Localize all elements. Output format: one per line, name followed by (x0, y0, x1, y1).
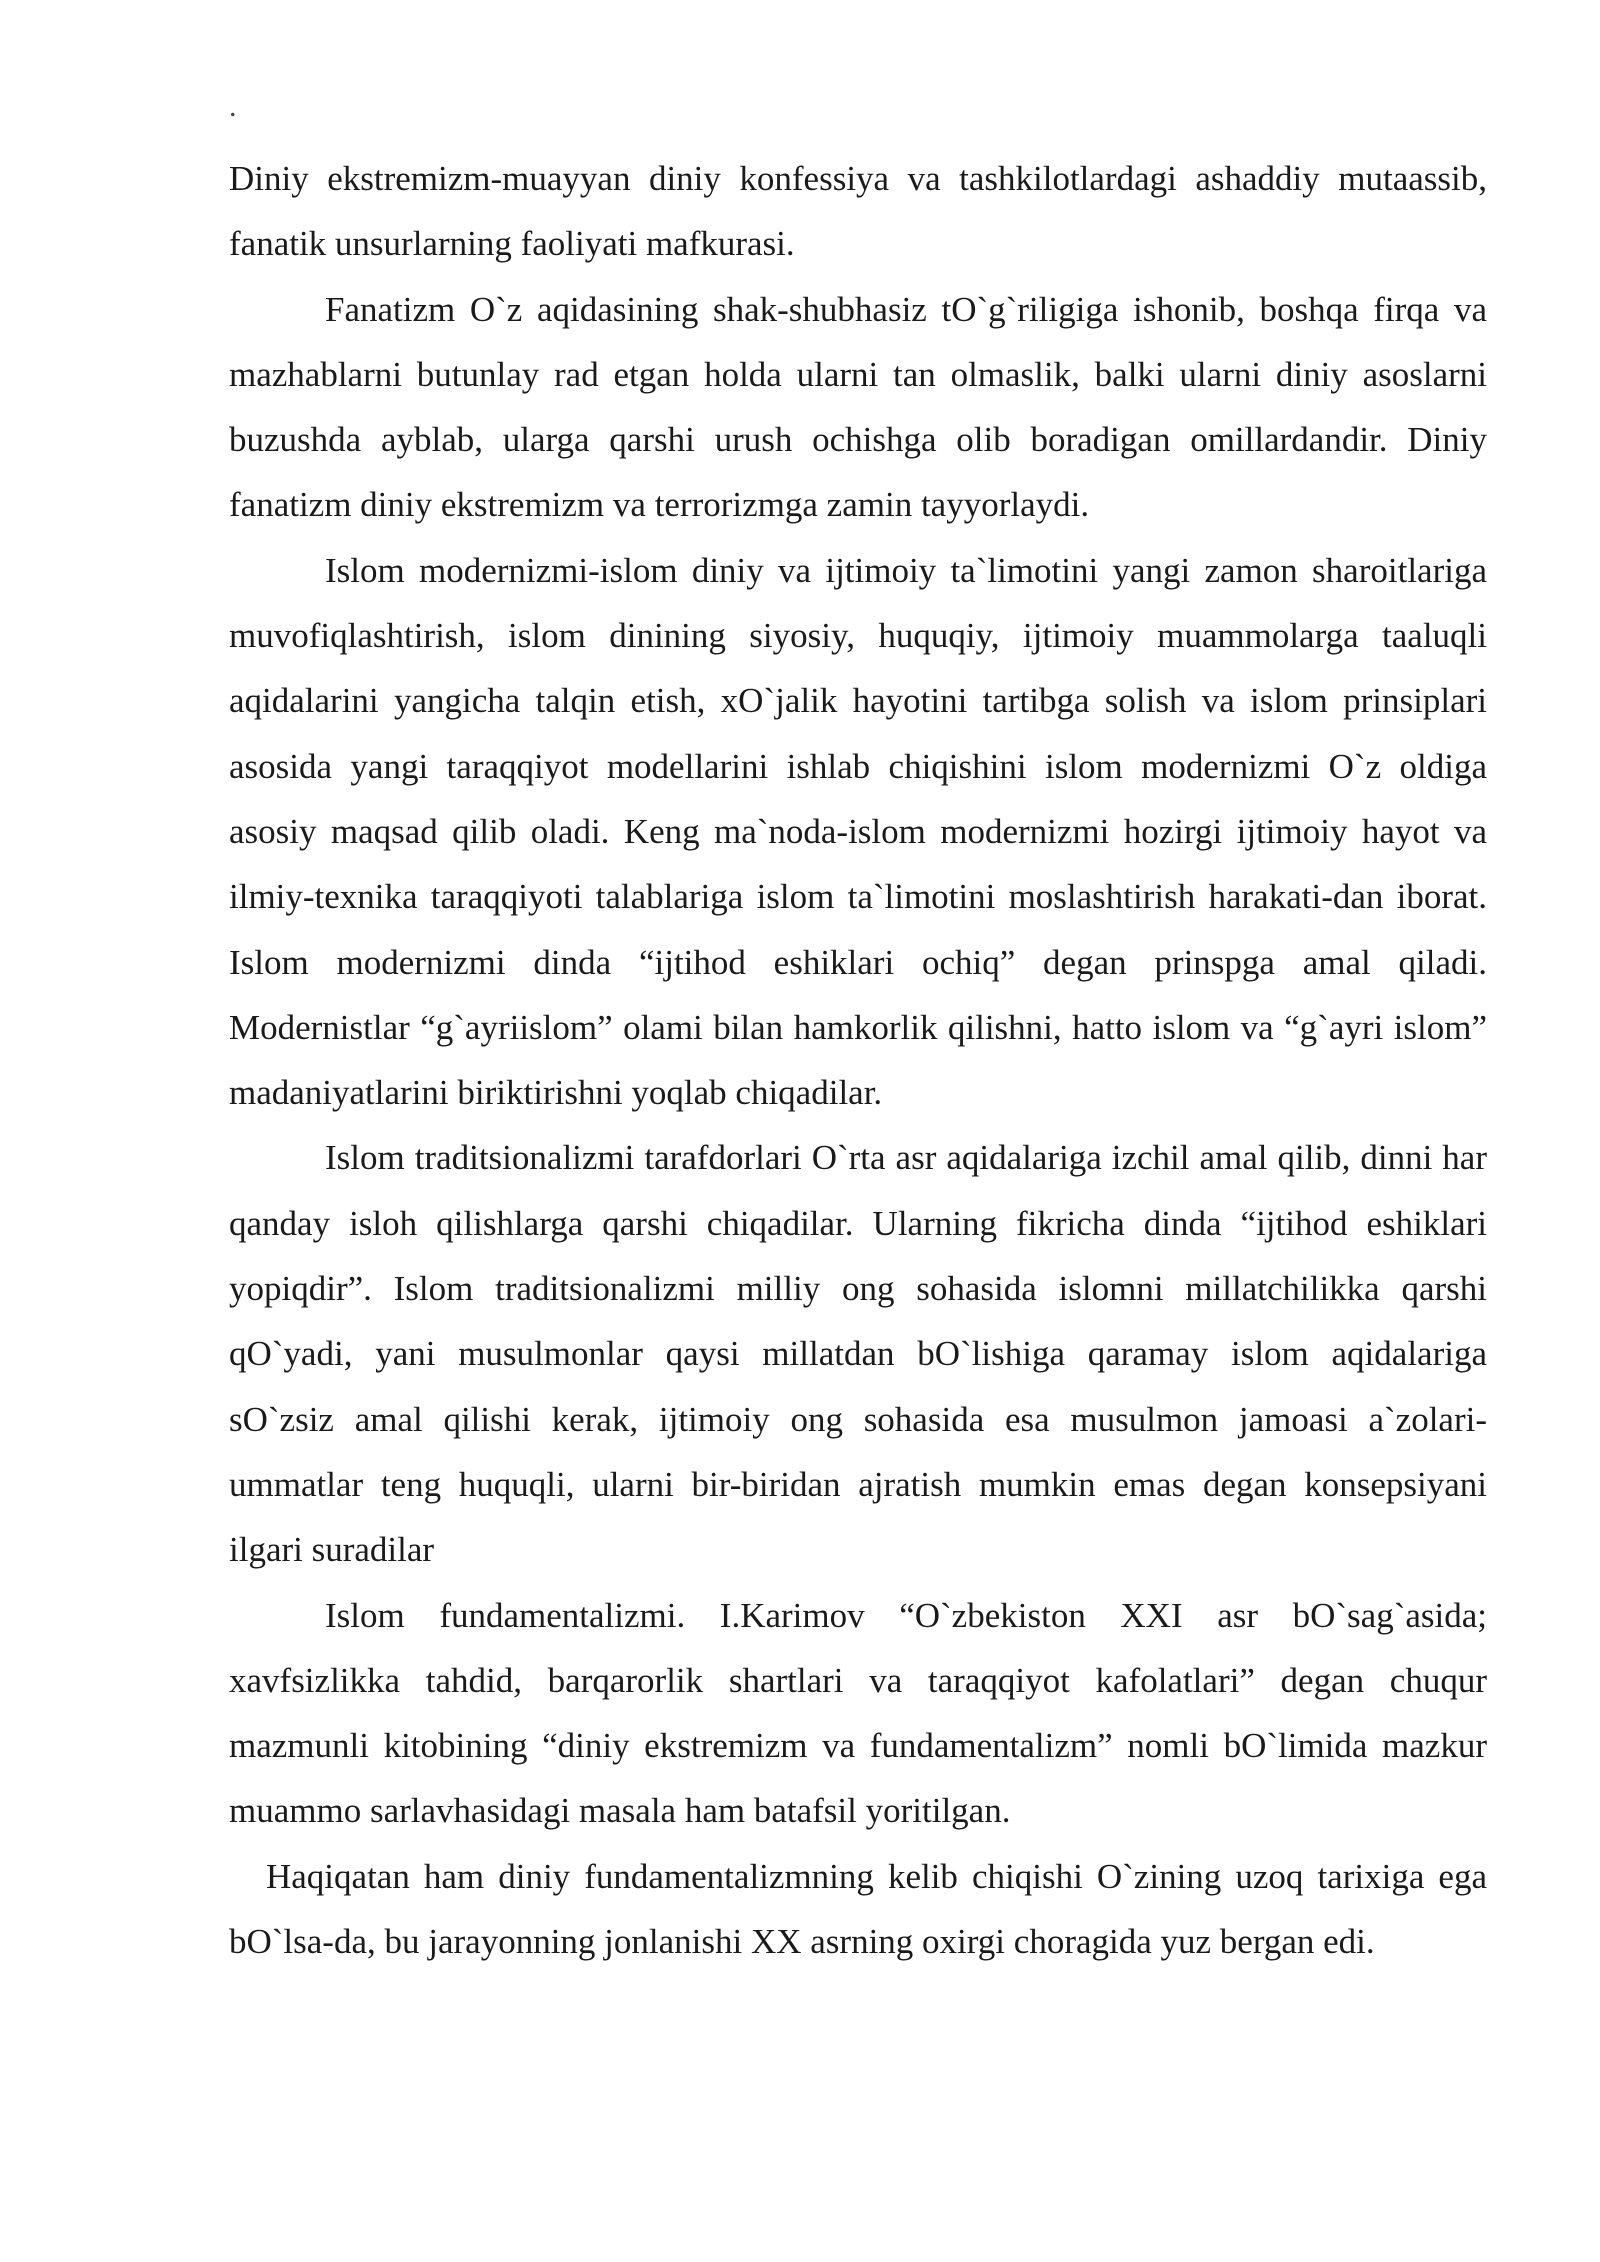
document-body (229, 146, 1487, 1974)
paragraph-diniy-ekstremizm: Diniy ekstremizm-muayyan diniy konfessiya va tashkilotlardagi ashaddiy mutaassib, fanatik unsurlarning faoliyati mafkurasi. (229, 159, 1487, 264)
paragraph-islom-fundamentalizmi: Islom fundamentalizmi. I.Karimov “O`zbekiston XXI asr bO`sag`asida; xavfsizlikka tahdid, barqarorlik shartlari va taraqqiyot kafolatlari” degan chuqur mazmunli kitobining “diniy ekstremizm va fundamentalizm” nomli bO`limida mazkur muammo sarlavhasidagi masala ham batafsil yoritilgan. (229, 1595, 1487, 1831)
paragraph-fanatizm: Fanatizm O`z aqidasining shak-shubhasiz tO`g`riligiga ishonib, boshqa firqa va mazhablarni butunlay rad etgan holda ularni tan olmaslik, balki ularni diniy asoslarni buzushda ayblab, ularga qarshi urush ochishga olib boradigan omillardandir. Diniy fanatizm diniy ekstremizm va terrorizmga zamin tayyorlaydi. (229, 289, 1487, 525)
paragraph-islom-modernizmi: Islom modernizmi-islom diniy va ijtimoiy ta`limotini yangi zamon sharoitlariga muvofiqlashtirish, islom dinining siyosiy, huquqiy, ijtimoiy muammolarga taaluqli aqidalarini yangicha talqin etish, xO`jalik hayotini tartibga solish va islom prinsiplari asosida yangi taraqqiyot modellarini ishlab chiqishini islom modernizmi O`z oldiga asosiy maqsad qilib oladi. Keng ma`noda-islom modernizmi hozirgi ijtimoiy hayot va ilmiy-texnika taraqqiyoti talablariga islom ta`limotini moslashtirish harakati-dan iborat. Islom modernizmi dinda “ijtihod eshiklari ochiq” degan prinspga amal qiladi. Modernistlar “g`ayriislom” olami bilan hamkorlik qilishni, hatto islom va “g`ayri islom” madaniyatlarini biriktirishni yoqlab chiqadilar. (229, 550, 1487, 1113)
paragraph-islom-traditsionalizmi: Islom traditsionalizmi tarafdorlari O`rta asr aqidalariga izchil amal qilib, dinni har qanday isloh qilishlarga qarshi chiqadilar. Ularning fikricha dinda “ijtihod eshiklari yopiqdir”. Islom traditsionalizmi milliy ong sohasida islomni millatchilikka qarshi qO`yadi, yani musulmonlar qaysi millatdan bO`lishiga qaramay islom aqidalariga sO`zsiz amal qilishi kerak, ijtimoiy ong sohasida esa musulmon jamoasi a`zolari-ummatlar teng huquqli, ularni bir-biridan ajratish mumkin emas degan konsepsiyani ilgari suradilar (229, 1138, 1487, 1570)
paragraph-haqiqatan: Haqiqatan ham diniy fundamentalizmning kelib chiqishi O`zining uzoq tarixiga ega bO`lsa-da, bu jarayonning jonlanishi XX asrning oxirgi choragida yuz bergan edi. (229, 1856, 1487, 1962)
page-marker: . (229, 90, 237, 123)
